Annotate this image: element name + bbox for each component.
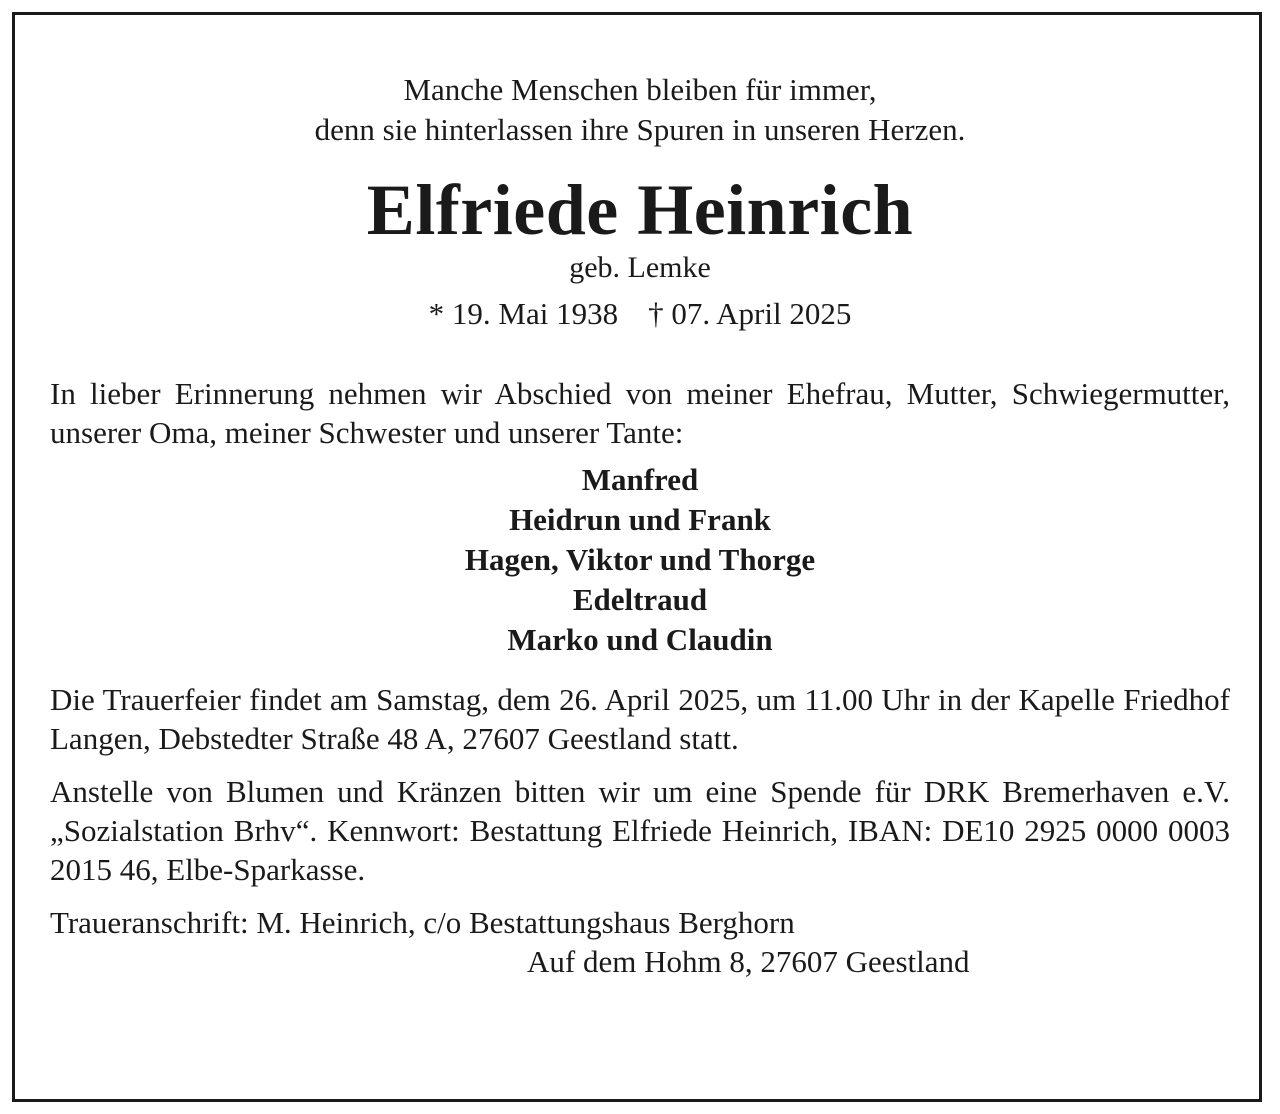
mourner-name: Edeltraud (572, 582, 708, 617)
motto-line-1: Manche Menschen bleiben für immer, (403, 72, 877, 107)
obituary-notice (50, 70, 1230, 981)
address-line-2: Auf dem Hohm 8, 27607 Geestland (527, 944, 970, 979)
intro-text: In lieber Erinnerung nehmen wir Abschied von meiner Ehefrau, Mutter, Schwiegermutter, unserer Oma, meiner Schwester und unserer Tante: (50, 376, 1230, 450)
born-name: geb. Lemke (569, 251, 711, 284)
mourner-name: Manfred (581, 462, 699, 497)
ceremony-text: Die Trauerfeier findet am Samstag, dem 26. April 2025, um 11.00 Uhr in der Kapelle Friedhof Langen, Debstedter Straße 48 A, 27607 Geestland statt. (50, 682, 1230, 756)
birth-date: * 19. Mai 1938 (428, 296, 619, 331)
mourning-address (50, 903, 1230, 981)
mourner-name: Heidrun und Frank (509, 502, 771, 537)
death-date: † 07. April 2025 (648, 296, 852, 331)
donation-text: Anstelle von Blumen und Kränzen bitten wir um eine Spende für DRK Bremerhaven e.V. „Sozialstation Brhv“. Kennwort: Bestattung Elfriede Heinrich, IBAN: DE10 2925 0000 0003 2015 46, Elbe-Sparkasse. (50, 774, 1230, 887)
address-line-1: Traueranschrift: M. Heinrich, c/o Bestattungshaus Berghorn (50, 905, 795, 940)
life-dates (50, 294, 1230, 334)
motto (50, 70, 1230, 150)
mourner-name: Marko und Claudin (507, 622, 773, 657)
mourners-list (50, 460, 1230, 660)
deceased-name: Elfriede Heinrich (366, 170, 914, 250)
motto-line-2: denn sie hinterlassen ihre Spuren in unseren Herzen. (314, 112, 966, 147)
mourner-name: Hagen, Viktor und Thorge (464, 542, 816, 577)
